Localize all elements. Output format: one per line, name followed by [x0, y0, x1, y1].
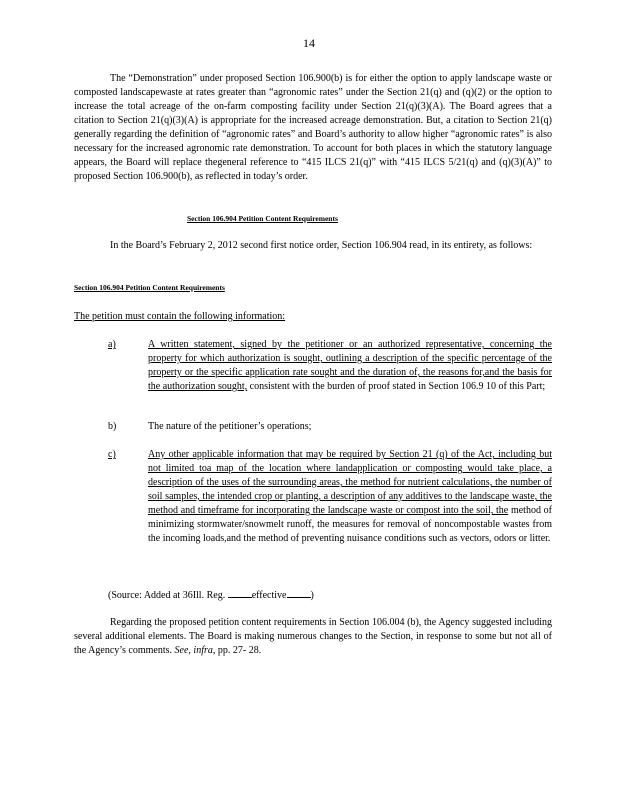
list-item — [74, 448, 552, 574]
item-text: method of minimizing stormwater/snowmelt runoff, the measures for removal of noncompostable wastes from the incoming loads,and the method of preventing nuisance conditions such as vectors, odors or litter. — [148, 505, 553, 544]
paragraph-agency-comments — [74, 616, 552, 658]
source-note — [108, 588, 314, 601]
citation-signal: See, infra, — [174, 645, 216, 656]
list-item — [74, 338, 552, 408]
paragraph-text: Regarding the proposed petition content requirements in Section 106.004 (b), the Agency suggested including several additional elements. The Board is making numerous changes to the Section, in response to some but not all of the Agency’s comments. — [74, 617, 552, 656]
item-label: b) — [108, 421, 117, 432]
page-number: 14 — [303, 36, 315, 50]
page-reference: pp. 27- 28. — [215, 645, 262, 656]
blank-line — [287, 588, 311, 598]
item-label: c) — [108, 449, 116, 460]
list-item — [74, 420, 552, 434]
quoted-section-heading: Section 106.904 Petition Content Requirements — [74, 283, 225, 292]
item-text: consistent with the burden of proof stated in Section 106.9 10 of this Part; — [247, 381, 546, 392]
item-text-inserted: Any other applicable information that may be required by Section 21 (q) of the Act, including but not limited toa map of the location where landapplication or composting would take place, a description of the uses of the surrounding areas, the method for nutrient calculations, the number of soil samples, the intended crop or planting, a description of any additives to the landscape waste, the method and timeframe for incorporating the landscape waste or compost into the soil, the — [148, 449, 552, 516]
blank-line — [228, 588, 252, 598]
item-text: The nature of the petitioner’s operations; — [148, 421, 312, 432]
item-text-inserted: A written statement, signed by the petitioner or an authorized representative, concerning the property for which authorization is sought, outlining a description of the specific percentage of the property or the specific application rate sought and the duration of, the reasons for,and the basis for the authorization sought, — [148, 339, 552, 392]
source-suffix: ) — [310, 590, 314, 601]
item-label: a) — [108, 339, 116, 350]
source-effective: effective — [251, 590, 287, 601]
petition-intro-line: The petition must contain the following information: — [74, 311, 286, 322]
paragraph-second-notice: In the Board’s February 2, 2012 second first notice order, Section 106.904 read, in its entirety, as follows: — [110, 240, 533, 251]
source-prefix: (Source: Added at 36Ill. Reg. — [108, 590, 226, 601]
paragraph-demonstration: The “Demonstration” under proposed Section 106.900(b) is for either the option to apply landscape waste or composted landscapewaste at rates greater than “agronomic rates” under the Section 21(q) and (q)(2) or the option to increase the total acreage of the on-farm composting facility under Section 21(q)(3)(A). The Board agrees that a citation to Section 21(q)(3)(A) is appropriate for the increased acreage demonstration. But, a citation to Section 21(q) generally regarding the definition of “agronomic rates” and Board’s authority to allow higher “agronomic rates” is also necessary for the increased agronomic rate demonstration. To account for both places in which the statutory language appears, the Board will replace thegeneral reference to “415 ILCS 21(q)” with “415 ILCS 5/21(q) and (q)(3)(A)” to proposed Section 106.900(b), as reflected in today’s order. — [74, 73, 552, 182]
section-heading: Section 106.904 Petition Content Requirements — [187, 214, 338, 223]
